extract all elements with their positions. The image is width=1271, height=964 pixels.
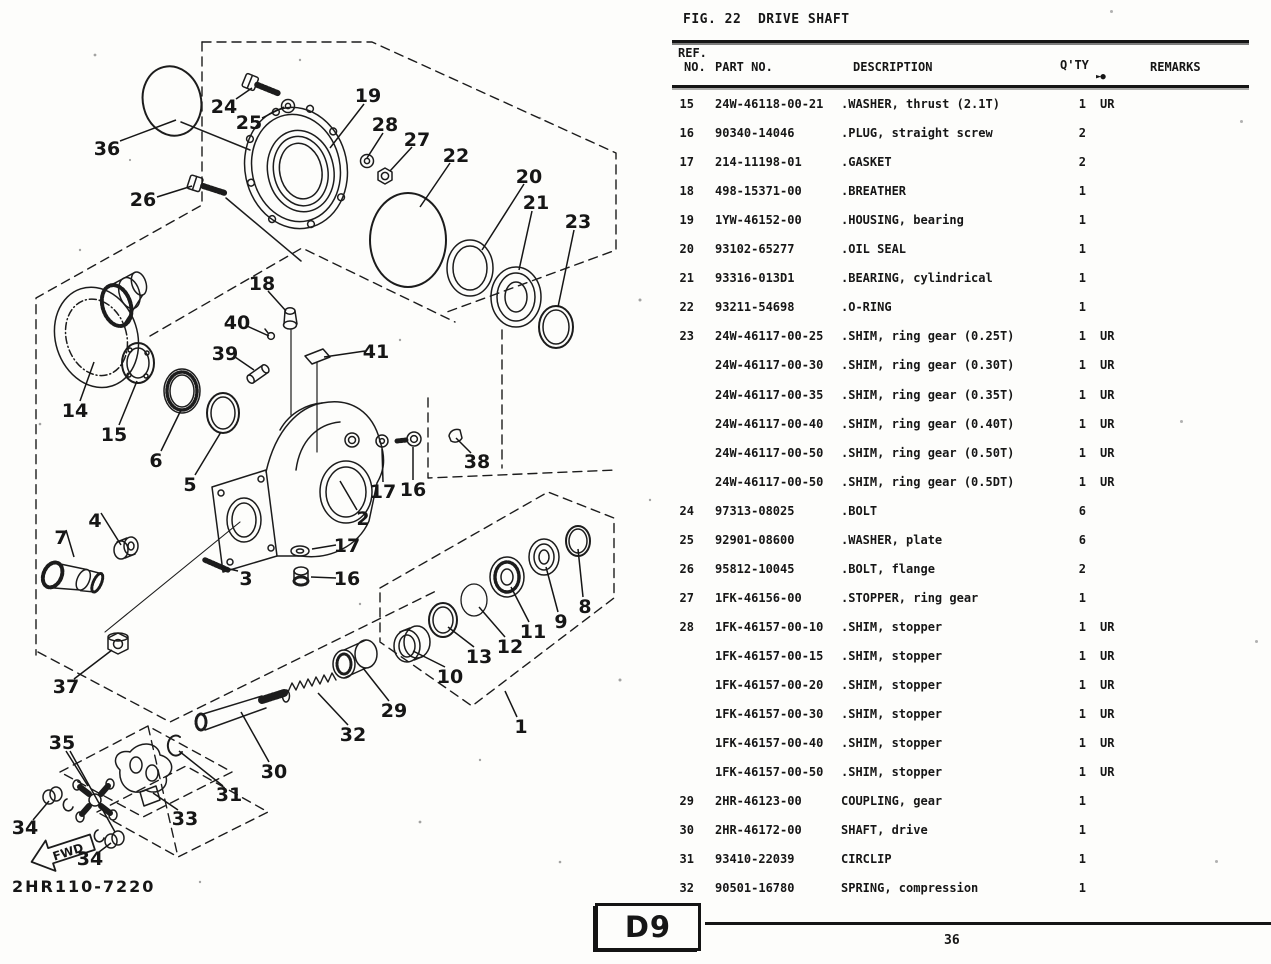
col-header-qty: Q'TY xyxy=(1060,58,1089,72)
cell-description: .SHIM, ring gear (0.5DT) xyxy=(841,474,1015,489)
callout-number-17: 17 xyxy=(333,535,361,557)
cell-qty: 1 xyxy=(1078,881,1086,896)
part-34-bearing-cap-a xyxy=(43,787,73,811)
part-41-shim-plate xyxy=(305,349,330,452)
cell-description: .SHIM, stopper xyxy=(841,619,943,634)
cell-qty: 1 xyxy=(1078,416,1086,431)
cell-description: SHAFT, drive xyxy=(841,823,928,838)
cell-qty: 1 xyxy=(1078,184,1086,199)
cell-part-no: 93211-54698 xyxy=(715,300,795,315)
callout-number-19: 19 xyxy=(354,85,382,107)
callout-leader-line xyxy=(120,120,176,141)
cell-part-no: 93316-013D1 xyxy=(715,271,795,286)
cell-ref-no: 29 xyxy=(679,794,694,809)
cell-part-no: 97313-08025 xyxy=(715,503,795,518)
cell-description: .SHIM, ring gear (0.40T) xyxy=(841,416,1015,431)
callout-number-16: 16 xyxy=(333,568,361,590)
callout-leader-line xyxy=(236,88,252,99)
cell-part-no: 1FK-46156-00 xyxy=(715,590,802,605)
cell-part-no: 1FK-46157-00-20 xyxy=(715,678,824,692)
table-row xyxy=(672,533,1271,548)
part-38-cap xyxy=(449,429,462,442)
part-22-oring xyxy=(370,193,446,287)
cell-part-no: 1FK-46157-00-10 xyxy=(715,619,824,634)
callout-leader-line xyxy=(519,211,532,270)
cell-part-no: 92901-08600 xyxy=(715,532,795,547)
part-9-bearing xyxy=(529,539,559,575)
cell-ref-no: 15 xyxy=(679,97,694,111)
noise-speck xyxy=(1180,420,1183,423)
cell-qty: 1 xyxy=(1078,387,1086,402)
cell-remarks: UR xyxy=(1100,445,1115,460)
callout-number-18: 18 xyxy=(248,273,276,295)
callout-number-7: 7 xyxy=(54,527,68,549)
callout-leader-line xyxy=(482,184,524,250)
table-row xyxy=(672,881,1271,896)
part-16-plug-a xyxy=(397,432,421,446)
col-header-ref-line1: REF. xyxy=(678,46,707,60)
cell-qty: 1 xyxy=(1078,678,1086,692)
callout-number-35: 35 xyxy=(48,732,76,754)
part-35-universal-joint xyxy=(73,779,117,822)
callout-number-8: 8 xyxy=(578,596,592,618)
cell-description: .SHIM, stopper xyxy=(841,765,943,780)
cell-description: .STOPPER, ring gear xyxy=(841,590,979,605)
cell-ref-no: 19 xyxy=(679,213,694,228)
cell-part-no: 2HR-46172-00 xyxy=(715,823,802,838)
cell-ref-no: 26 xyxy=(679,561,694,576)
table-row xyxy=(672,329,1271,344)
cell-remarks: UR xyxy=(1100,678,1115,692)
noise-speck xyxy=(1215,860,1218,863)
cell-ref-no: 31 xyxy=(679,852,694,867)
callout-leader-line xyxy=(312,545,336,549)
cell-part-no: 1FK-46157-00-40 xyxy=(715,736,824,751)
cell-qty: 1 xyxy=(1078,707,1086,722)
cell-part-no: 24W-46117-00-30 xyxy=(715,358,824,373)
cell-ref-no: 32 xyxy=(679,881,694,896)
callout-number-20: 20 xyxy=(515,166,543,188)
callout-number-37: 37 xyxy=(52,676,80,698)
cell-ref-no: 25 xyxy=(679,532,694,547)
table-row xyxy=(672,504,1271,519)
cell-part-no: 24W-46117-00-50 xyxy=(715,474,824,489)
cell-qty: 2 xyxy=(1078,155,1086,170)
col-header-part: PART NO. xyxy=(715,60,773,74)
callout-number-23: 23 xyxy=(564,211,592,233)
col-header-ref-line2: NO. xyxy=(684,60,706,74)
cell-description: .SHIM, stopper xyxy=(841,707,943,722)
part-5-seal xyxy=(207,393,239,433)
part-11-spline-bearing xyxy=(490,557,524,597)
callout-number-3: 3 xyxy=(239,568,253,590)
callout-number-13: 13 xyxy=(465,646,493,668)
cell-remarks: UR xyxy=(1100,648,1115,663)
cell-qty: 1 xyxy=(1078,300,1086,315)
callout-leader-line xyxy=(448,627,474,647)
callout-leader-line xyxy=(479,607,505,637)
table-row xyxy=(672,823,1271,838)
cell-qty: 1 xyxy=(1078,736,1086,751)
section-code-box xyxy=(595,903,701,951)
callout-leader-line xyxy=(558,230,574,307)
cell-description: .HOUSING, bearing xyxy=(841,213,964,228)
col-header-remarks: REMARKS xyxy=(1150,60,1201,74)
table-row xyxy=(672,358,1271,373)
callout-number-31: 31 xyxy=(215,784,243,806)
callout-number-10: 10 xyxy=(436,666,464,688)
part-36-gasket-ring xyxy=(135,60,208,142)
table-row xyxy=(672,97,1271,112)
cell-description: .SHIM, ring gear (0.50T) xyxy=(841,445,1015,460)
cell-description: .SHIM, stopper xyxy=(841,648,943,663)
callout-leader-line xyxy=(311,577,336,578)
callout-number-6: 6 xyxy=(149,450,163,472)
cell-qty: 1 xyxy=(1078,329,1086,344)
callout-leader-line xyxy=(157,186,192,197)
cell-description: .BREATHER xyxy=(841,184,907,199)
cell-part-no: 498-15371-00 xyxy=(715,184,802,199)
callout-number-15: 15 xyxy=(100,424,128,446)
callout-number-16: 16 xyxy=(399,479,427,501)
cell-ref-no: 16 xyxy=(679,126,694,141)
cell-part-no: 2HR-46123-00 xyxy=(715,794,802,809)
qty-stamp-marker: ►● xyxy=(1096,72,1105,82)
cell-description: COUPLING, gear xyxy=(841,794,943,809)
cell-part-no: 93410-22039 xyxy=(715,852,795,867)
cell-ref-no: 18 xyxy=(679,184,694,199)
part-33-yoke xyxy=(115,744,171,806)
callout-leader-line xyxy=(324,351,365,357)
cell-remarks: UR xyxy=(1100,474,1115,489)
cell-qty: 1 xyxy=(1078,97,1086,111)
cell-part-no: 24W-46117-00-40 xyxy=(715,416,824,431)
cell-description: CIRCLIP xyxy=(841,852,892,867)
table-row xyxy=(672,213,1271,228)
cell-qty: 1 xyxy=(1078,474,1086,489)
callout-layer xyxy=(12,85,592,870)
cell-ref-no: 21 xyxy=(679,271,694,286)
callout-number-4: 4 xyxy=(88,510,102,532)
callout-number-34: 34 xyxy=(11,817,39,839)
bottom-rule xyxy=(705,922,1271,925)
callout-number-24: 24 xyxy=(210,96,238,118)
cell-part-no: 24W-46118-00-21 xyxy=(715,97,824,111)
table-row xyxy=(672,446,1271,461)
cell-description: .OIL SEAL xyxy=(841,242,907,257)
table-row xyxy=(672,388,1271,403)
cell-part-no: 24W-46117-00-25 xyxy=(715,329,824,344)
figure-title: FIG. 22 DRIVE SHAFT xyxy=(683,12,850,27)
cell-ref-no: 24 xyxy=(679,503,694,518)
cell-qty: 1 xyxy=(1078,852,1086,867)
part-18-breather xyxy=(284,308,298,415)
part-6-needle-bearing xyxy=(164,369,200,413)
callout-number-41: 41 xyxy=(362,341,390,363)
fwd-label: FWD xyxy=(50,840,86,864)
cell-description: .GASKET xyxy=(841,155,892,170)
cell-remarks: UR xyxy=(1100,358,1115,373)
noise-speck xyxy=(1110,10,1113,13)
drawing-number: 2HR110-7220 xyxy=(12,877,156,896)
part-13-seal xyxy=(429,603,457,637)
callout-leader-line xyxy=(74,650,112,679)
callout-number-11: 11 xyxy=(519,621,547,643)
part-20-oil-seal xyxy=(447,240,493,296)
cell-remarks: UR xyxy=(1100,765,1115,780)
page-number: 36 xyxy=(944,933,960,948)
callout-number-29: 29 xyxy=(380,700,408,722)
callout-leader-line xyxy=(340,481,357,510)
table-row xyxy=(672,736,1271,751)
table-row xyxy=(672,155,1271,170)
table-row xyxy=(672,184,1271,199)
part-24-bolt xyxy=(242,73,281,99)
cell-remarks: UR xyxy=(1100,97,1115,111)
callout-number-39: 39 xyxy=(211,343,239,365)
table-row xyxy=(672,649,1271,664)
cell-description: .SHIM, stopper xyxy=(841,678,943,692)
cell-qty: 1 xyxy=(1078,242,1086,257)
callout-number-30: 30 xyxy=(260,761,288,783)
callout-number-26: 26 xyxy=(129,189,157,211)
callout-number-25: 25 xyxy=(235,112,263,134)
cell-remarks: UR xyxy=(1100,736,1115,751)
cell-description: .BEARING, cylindrical xyxy=(841,271,993,286)
table-row xyxy=(672,126,1271,141)
part-26-bolt xyxy=(187,175,227,200)
parts-table-rows xyxy=(672,0,1271,920)
callout-leader-line xyxy=(101,513,121,545)
cell-qty: 6 xyxy=(1078,532,1086,547)
cell-description: .SHIM, stopper xyxy=(841,736,943,751)
cell-part-no: 1FK-46157-00-50 xyxy=(715,765,824,780)
part-17-gasket-b xyxy=(291,546,309,556)
parts-table xyxy=(672,0,1271,964)
callout-number-21: 21 xyxy=(522,192,550,214)
callout-number-1: 1 xyxy=(514,716,528,738)
section-code: D9 xyxy=(624,910,672,944)
cell-description: .BOLT, flange xyxy=(841,561,935,576)
callout-number-40: 40 xyxy=(223,312,251,334)
callout-leader-line xyxy=(179,751,223,786)
cell-description: SPRING, compression xyxy=(841,881,979,896)
callout-number-17: 17 xyxy=(369,481,397,503)
cell-part-no: 90340-14046 xyxy=(715,126,795,141)
cell-part-no: 1YW-46152-00 xyxy=(715,213,802,228)
cell-part-no: 24W-46117-00-50 xyxy=(715,445,824,460)
part-21-bearing xyxy=(491,267,541,327)
callout-leader-line xyxy=(161,410,181,451)
cell-qty: 1 xyxy=(1078,765,1086,780)
cell-ref-no: 17 xyxy=(679,155,694,170)
callout-leader-line xyxy=(505,691,517,717)
cell-qty: 1 xyxy=(1078,619,1086,634)
cell-description: .PLUG, straight screw xyxy=(841,126,993,141)
cell-description: .WASHER, plate xyxy=(841,532,943,547)
dashed-construction-lines xyxy=(36,42,616,857)
callout-number-32: 32 xyxy=(339,724,367,746)
callout-number-27: 27 xyxy=(403,129,431,151)
cell-part-no: 93102-65277 xyxy=(715,242,795,257)
callout-number-22: 22 xyxy=(442,145,470,167)
cell-part-no: 214-11198-01 xyxy=(715,155,802,170)
callout-number-12: 12 xyxy=(496,636,524,658)
table-row xyxy=(672,271,1271,286)
table-row xyxy=(672,707,1271,722)
cell-description: .WASHER, thrust (2.1T) xyxy=(841,97,1000,111)
callout-leader-line xyxy=(367,133,383,158)
part-28-washer xyxy=(361,155,374,168)
table-row xyxy=(672,242,1271,257)
cell-description: .SHIM, ring gear (0.35T) xyxy=(841,387,1015,402)
cell-description: .SHIM, ring gear (0.30T) xyxy=(841,358,1015,373)
callout-leader-line xyxy=(546,567,558,612)
cell-qty: 2 xyxy=(1078,561,1086,576)
cell-qty: 1 xyxy=(1078,648,1086,663)
callout-number-9: 9 xyxy=(554,611,568,633)
cell-part-no: 90501-16780 xyxy=(715,881,795,896)
part-23-shim xyxy=(539,306,573,348)
callout-number-2: 2 xyxy=(356,508,370,530)
cell-ref-no: 20 xyxy=(679,242,694,257)
table-row xyxy=(672,794,1271,809)
cell-qty: 1 xyxy=(1078,823,1086,838)
cell-qty: 6 xyxy=(1078,503,1086,518)
callout-number-38: 38 xyxy=(463,451,491,473)
table-row xyxy=(672,852,1271,867)
table-row xyxy=(672,417,1271,432)
cell-remarks: UR xyxy=(1100,619,1115,634)
noise-speck xyxy=(1255,640,1258,643)
cell-remarks: UR xyxy=(1100,329,1115,344)
callout-leader-line xyxy=(318,693,348,725)
callout-number-36: 36 xyxy=(93,138,121,160)
callout-leader-line xyxy=(330,104,364,148)
table-row xyxy=(672,562,1271,577)
noise-specks xyxy=(39,54,652,884)
cell-part-no: 1FK-46157-00-15 xyxy=(715,648,824,663)
cell-qty: 2 xyxy=(1078,126,1086,141)
cell-part-no: 95812-10045 xyxy=(715,561,795,576)
cell-remarks: UR xyxy=(1100,707,1115,722)
cell-ref-no: 22 xyxy=(679,300,694,315)
table-row xyxy=(672,591,1271,606)
callout-leader-line xyxy=(241,712,269,762)
cell-qty: 1 xyxy=(1078,590,1086,605)
cell-description: .BOLT xyxy=(841,503,878,518)
callout-number-5: 5 xyxy=(183,474,197,496)
table-row xyxy=(672,475,1271,490)
table-row xyxy=(672,300,1271,315)
callout-number-34: 34 xyxy=(76,848,104,870)
cell-qty: 1 xyxy=(1078,271,1086,286)
callout-leader-line xyxy=(363,668,389,701)
noise-speck xyxy=(1240,120,1243,123)
cell-part-no: 24W-46117-00-35 xyxy=(715,387,824,402)
cell-qty: 1 xyxy=(1078,794,1086,809)
callout-leader-line xyxy=(195,432,221,475)
callout-leader-line xyxy=(382,449,383,482)
part-30-drive-shaft xyxy=(196,690,290,730)
cell-part-no: 1FK-46157-00-30 xyxy=(715,707,824,722)
cell-remarks: UR xyxy=(1100,416,1115,431)
cell-ref-no: 28 xyxy=(679,619,694,634)
cell-ref-no: 23 xyxy=(679,329,694,344)
part-32-spring xyxy=(288,673,336,692)
callout-number-33: 33 xyxy=(171,808,199,830)
cell-qty: 1 xyxy=(1078,213,1086,228)
part-25-washer xyxy=(282,100,295,113)
callout-leader-line xyxy=(420,163,450,207)
part-16-plug-b xyxy=(294,567,308,585)
callout-number-28: 28 xyxy=(371,114,399,136)
cell-qty: 1 xyxy=(1078,358,1086,373)
col-header-description: DESCRIPTION xyxy=(853,60,933,74)
table-row xyxy=(672,678,1271,693)
cell-description: .O-RING xyxy=(841,300,892,315)
cell-qty: 1 xyxy=(1078,445,1086,460)
cell-ref-no: 27 xyxy=(679,590,694,605)
part-7-pinion-shaft xyxy=(39,552,105,606)
callout-leader-line xyxy=(119,381,137,425)
cell-ref-no: 30 xyxy=(679,823,694,838)
part-29-gear-coupling xyxy=(333,640,377,678)
table-row xyxy=(672,765,1271,780)
callout-number-14: 14 xyxy=(61,400,89,422)
callout-leader-line xyxy=(511,587,529,622)
table-row xyxy=(672,620,1271,635)
cell-description: .SHIM, ring gear (0.25T) xyxy=(841,329,1015,344)
cell-remarks: UR xyxy=(1100,387,1115,402)
